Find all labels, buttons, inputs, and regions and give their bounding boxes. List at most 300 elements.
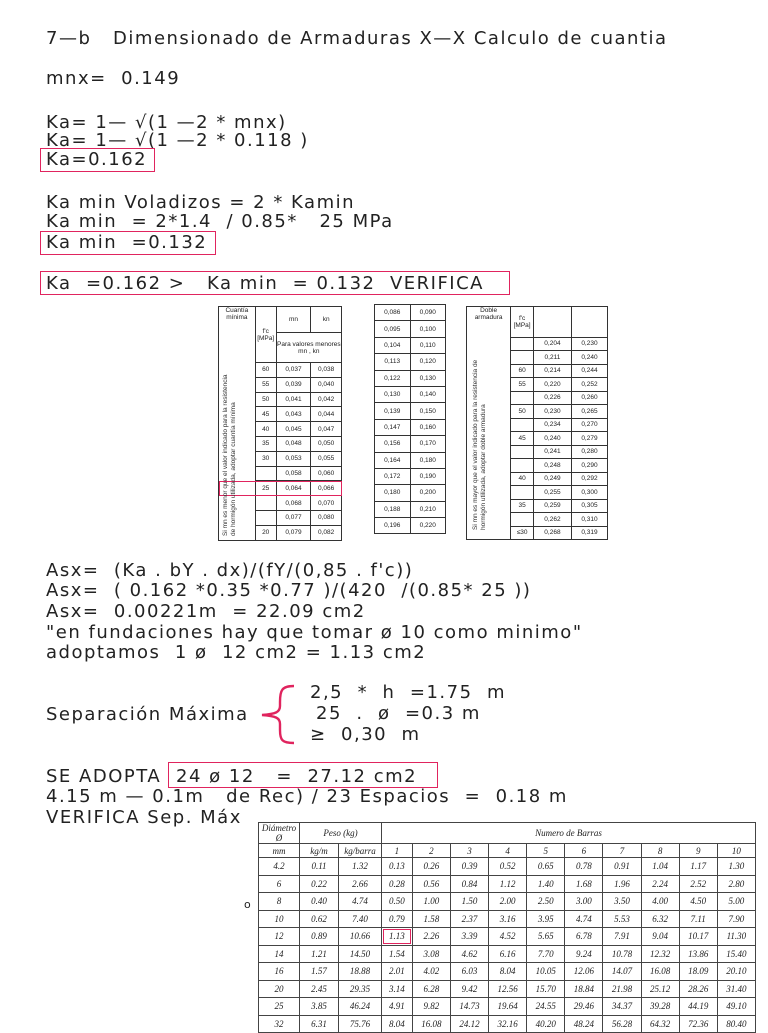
table-cell: 0,204: [533, 337, 571, 351]
table-cell: 6.16: [489, 945, 527, 963]
table-cell: 0,248: [533, 459, 571, 473]
table-cell: 0,164: [375, 452, 411, 468]
table-cell: [511, 513, 534, 527]
table-cell: 0,039: [276, 377, 311, 392]
table-cell: 2.52: [679, 875, 717, 893]
table-doble-armadura: [466, 306, 608, 540]
table-cell: 2.01: [382, 963, 413, 981]
table-row: [375, 452, 446, 468]
column-header: 7: [603, 844, 641, 858]
table-cell: 25.12: [641, 980, 679, 998]
table-cell: 24.55: [527, 998, 565, 1016]
table-cell: 0,110: [410, 337, 446, 353]
table-cell: 0,214: [533, 364, 571, 378]
highlighted-cell: 1.13: [382, 928, 413, 946]
table-mn-kn-middle: [374, 304, 446, 534]
table-cell: 3.16: [489, 910, 527, 928]
table-cell: 11.30: [717, 928, 755, 946]
table-cell: 24.12: [450, 1015, 488, 1033]
table-cell: 48.24: [565, 1015, 603, 1033]
table-cell: 0.11: [300, 858, 339, 876]
ka-substitution-line: Ka= 1— √(1 —2 * 0.118 ): [46, 130, 309, 151]
table-cell: 0,310: [571, 513, 607, 527]
verifica-sep-line: VERIFICA Sep. Máx: [46, 807, 242, 828]
table-cell: 0,150: [410, 403, 446, 419]
table-cell: 0,077: [276, 510, 311, 525]
table-cell: 0,095: [375, 321, 411, 337]
mnx-line: mnx= 0.149: [46, 68, 181, 89]
table-cell: 0,172: [375, 468, 411, 484]
table-cell: 1.57: [300, 963, 339, 981]
table-cell: 7.91: [603, 928, 641, 946]
table-cell: [511, 391, 534, 405]
table-cell: 0,100: [410, 321, 446, 337]
table-cell: 6.31: [300, 1015, 339, 1033]
kgbarra-header: kg/barra: [339, 844, 382, 858]
table-cell: 0,211: [533, 351, 571, 365]
table-cell: [511, 486, 534, 500]
table-cell: 0.28: [382, 875, 413, 893]
table-cell: 64.32: [641, 1015, 679, 1033]
table-cell: 0.65: [527, 858, 565, 876]
se-adopta-highlight: [168, 762, 438, 788]
table-cell: 6.28: [412, 980, 450, 998]
table-cell: 5.00: [717, 893, 755, 911]
table-cell: 6.78: [565, 928, 603, 946]
doble-side-note: Si mn es mayor que el valor indicado para la resistencia de hormigón utilizada, adoptar doble armadura: [472, 359, 487, 530]
table-cell: 40.20: [527, 1015, 565, 1033]
table-cell: 2.50: [527, 893, 565, 911]
column-header: 5: [527, 844, 565, 858]
table-cell: 4.50: [679, 893, 717, 911]
table-cell: 30: [255, 451, 276, 466]
table-cell: 60: [255, 363, 276, 378]
numero-barras-header: Numero de Barras: [382, 823, 756, 844]
table-cell: 0,200: [410, 485, 446, 501]
table-cell: 0,113: [375, 354, 411, 370]
table-cell: 0,270: [571, 418, 607, 432]
table-cell: 0,268: [533, 526, 571, 540]
table-cell: 0,240: [571, 351, 607, 365]
table-cell: 0,188: [375, 501, 411, 517]
table-cell: 1.32: [339, 858, 382, 876]
table-cell: 2.37: [450, 910, 488, 928]
table-cell: 9.42: [450, 980, 488, 998]
table-cell: 12.06: [565, 963, 603, 981]
page-title: 7—b Dimensionado de Armaduras X—X Calculo de cuantia: [46, 28, 668, 49]
table-cell: 0.22: [300, 875, 339, 893]
table-cell: 0.89: [300, 928, 339, 946]
table-cell: 0,104: [375, 337, 411, 353]
para-valores-header: Para valores menores mn , kn: [276, 333, 341, 363]
se-adopta-label: SE ADOPTA: [46, 766, 169, 787]
table-cell: 2.24: [641, 875, 679, 893]
table-row: [259, 945, 756, 963]
table-cell: 20: [255, 525, 276, 540]
table-cell: 2.26: [412, 928, 450, 946]
table-cell: 20.10: [717, 963, 755, 981]
table-cell: 50: [255, 392, 276, 407]
kamin-substitution-line: Ka min = 2*1.4 / 0.85* 25 MPa: [46, 211, 394, 232]
table-cell: 9.04: [641, 928, 679, 946]
table-cell: 0,044: [311, 407, 342, 422]
doble-armadura-header: Doble armadura: [467, 307, 511, 338]
column-header: 8: [641, 844, 679, 858]
table-cell: 55: [255, 377, 276, 392]
table-cell: 1.30: [717, 858, 755, 876]
table-cell: 0,230: [533, 405, 571, 419]
table-cell: 0,047: [311, 422, 342, 437]
kamin-result-highlight: [40, 231, 216, 255]
column-header: 4: [489, 844, 527, 858]
separacion-label: Separación Máxima: [46, 704, 249, 725]
table-cell: 16: [259, 963, 300, 981]
table-cell: 15.70: [527, 980, 565, 998]
table-row: [375, 321, 446, 337]
table-row: [259, 998, 756, 1016]
table-cell: [511, 351, 534, 365]
table-cell: 2.00: [489, 893, 527, 911]
table-cell: 7.11: [679, 910, 717, 928]
table-cell: 4.62: [450, 945, 488, 963]
table-cell: 50: [511, 405, 534, 419]
table-cell: 0,090: [410, 305, 446, 321]
table-cell: 16.08: [641, 963, 679, 981]
table-cell: 34.37: [603, 998, 641, 1016]
table-cell: 0.13: [382, 858, 413, 876]
table-cell: 0.91: [603, 858, 641, 876]
table-cell: 0,252: [571, 378, 607, 392]
table-cell: 0,055: [311, 451, 342, 466]
table-cell: 31.40: [717, 980, 755, 998]
table-row: [259, 980, 756, 998]
table-barras: [258, 822, 756, 1033]
table-cell: 0,120: [410, 354, 446, 370]
table-cell: 0,255: [533, 486, 571, 500]
ka-result: Ka=0.162: [46, 149, 148, 170]
table-cell: 5.53: [603, 910, 641, 928]
table-cell: 4.2: [259, 858, 300, 876]
table-cell: 46.24: [339, 998, 382, 1016]
table-row: [375, 419, 446, 435]
table-cell: 25: [259, 998, 300, 1016]
table-cell: 1.54: [382, 945, 413, 963]
table-cell: 12.56: [489, 980, 527, 998]
ka-result-highlight: [40, 148, 155, 172]
table-row: [259, 963, 756, 981]
table-cell: 0,139: [375, 403, 411, 419]
table-row: [375, 370, 446, 386]
table-cell: 4.00: [641, 893, 679, 911]
table-cell: 0.26: [412, 858, 450, 876]
table-cell: [511, 459, 534, 473]
asx-substitution-line: Asx= ( 0.162 *0.35 *0.77 )/(420 /(0.85* 25 )): [46, 580, 532, 601]
table-row: [375, 305, 446, 321]
table-cell: 0,045: [276, 422, 311, 437]
table-cell: 28.26: [679, 980, 717, 998]
table-cell: 0,066: [311, 481, 342, 496]
table-cell: 8.04: [489, 963, 527, 981]
table-cell: 0,234: [533, 418, 571, 432]
table-cell: 35: [511, 499, 534, 513]
table-cell: 0,160: [410, 419, 446, 435]
table-cell: 20: [259, 980, 300, 998]
separacion-option-2: 25 . ø =0.3 m: [316, 703, 481, 724]
column-header: 1: [382, 844, 413, 858]
table-cell: 80.40: [717, 1015, 755, 1033]
table-cell: 0,082: [311, 525, 342, 540]
table-cell: 40: [511, 472, 534, 486]
table-cell: 0,180: [375, 485, 411, 501]
table-cell: 0,140: [410, 386, 446, 402]
table-cell: 0,230: [571, 337, 607, 351]
table-cell: 0,220: [410, 518, 446, 534]
table-cell: 12: [259, 928, 300, 946]
table-cell: 0,147: [375, 419, 411, 435]
table-cell: 0,040: [311, 377, 342, 392]
kamin-result: Ka min =0.132: [46, 232, 208, 253]
table-cell: 19.64: [489, 998, 527, 1016]
table-cell: 0,053: [276, 451, 311, 466]
table-cell: 0,068: [276, 496, 311, 511]
table-cuantia-minima: [218, 306, 342, 540]
table-cell: 1.21: [300, 945, 339, 963]
table-cell: 1.68: [565, 875, 603, 893]
table-cell: 3.14: [382, 980, 413, 998]
table-cell: 0.39: [450, 858, 488, 876]
table-cell: 3.95: [527, 910, 565, 928]
mm-header: mm: [259, 844, 300, 858]
table-cell: 2.80: [717, 875, 755, 893]
separacion-option-1: 2,5 * h =1.75 m: [310, 682, 507, 703]
table-cell: 0,079: [276, 525, 311, 540]
column-header: 3: [450, 844, 488, 858]
fc-header: f'c [MPa]: [255, 307, 276, 363]
table-cell: 6: [259, 875, 300, 893]
table-cell: 0,122: [375, 370, 411, 386]
table-cell: 0,210: [410, 501, 446, 517]
table-cell: [255, 496, 276, 511]
table-cell: 0.84: [450, 875, 488, 893]
table-cell: 1.58: [412, 910, 450, 928]
table-row: [375, 403, 446, 419]
table-cell: 0,130: [410, 370, 446, 386]
table-cell: 2.45: [300, 980, 339, 998]
table-cell: 0.50: [382, 893, 413, 911]
table-cell: 0,180: [410, 452, 446, 468]
table-cell: 49.10: [717, 998, 755, 1016]
verifica-highlight: [40, 271, 510, 295]
table-cell: 2.66: [339, 875, 382, 893]
table-cell: 0,041: [276, 392, 311, 407]
table-row: [375, 485, 446, 501]
table-cell: 0,048: [276, 436, 311, 451]
cuantia-side-note: Si mn es menor que el valor indicado para la resistencia de hormigón utilizada, adoptar cuantía mínima: [222, 374, 237, 536]
table-cell: 32: [259, 1015, 300, 1033]
table-cell: 0,043: [276, 407, 311, 422]
table-cell: 0,226: [533, 391, 571, 405]
table-cell: 18.84: [565, 980, 603, 998]
table-cell: 13.86: [679, 945, 717, 963]
table-cell: 45: [511, 432, 534, 446]
table-cell: 1.40: [527, 875, 565, 893]
table-cell: 3.08: [412, 945, 450, 963]
fc-header-c: f'c [MPa]: [511, 307, 534, 338]
table-row: [375, 354, 446, 370]
se-adopta-value: 24 ø 12 = 27.12 cm2: [176, 766, 418, 787]
table-row: [259, 858, 756, 876]
table-cell: 0.79: [382, 910, 413, 928]
table-cell: 32.16: [489, 1015, 527, 1033]
column-header: 9: [679, 844, 717, 858]
table-cell: 1.12: [489, 875, 527, 893]
column-header: 6: [565, 844, 603, 858]
table-cell: 14.07: [603, 963, 641, 981]
table-cell: 1.17: [679, 858, 717, 876]
table-cell: 10.78: [603, 945, 641, 963]
table-cell: 9.24: [565, 945, 603, 963]
table-cell: 0,305: [571, 499, 607, 513]
fundaciones-note: "en fundaciones hay que tomar ø 10 como minimo": [46, 622, 583, 643]
peso-header: Peso (kg): [300, 823, 382, 844]
table-cell: 12.32: [641, 945, 679, 963]
table-cell: 7.70: [527, 945, 565, 963]
table-cell: 29.46: [565, 998, 603, 1016]
table-row: [375, 501, 446, 517]
table-cell: [511, 418, 534, 432]
table-row: [375, 468, 446, 484]
table-cell: 0,058: [276, 466, 311, 481]
table-cell: 8.04: [382, 1015, 413, 1033]
table-cell: 1.00: [412, 893, 450, 911]
table-cell: ≤30: [511, 526, 534, 540]
table-row: [375, 436, 446, 452]
table-cell: 3.50: [603, 893, 641, 911]
column-header: 10: [717, 844, 755, 858]
table-cell: 0,241: [533, 445, 571, 459]
table-cell: 10: [259, 910, 300, 928]
table-cell: 60: [511, 364, 534, 378]
table-cell: 0,262: [533, 513, 571, 527]
table-cell: 0,260: [571, 391, 607, 405]
table-cell: 0,249: [533, 472, 571, 486]
table-cell: 0,080: [311, 510, 342, 525]
table-cell: 0,060: [311, 466, 342, 481]
table-cell: 0,170: [410, 436, 446, 452]
table-cell: 21.98: [603, 980, 641, 998]
diametro-header: Diámetro Ø: [259, 823, 300, 844]
table-cell: 5.65: [527, 928, 565, 946]
table-cell: 4.52: [489, 928, 527, 946]
table-cell: 25: [255, 481, 276, 496]
table-cell: 0.56: [412, 875, 450, 893]
table-cell: 0,130: [375, 386, 411, 402]
table-row: [259, 910, 756, 928]
cuantia-header: Cuantía mínima: [219, 307, 256, 363]
table-cell: 7.90: [717, 910, 755, 928]
table-cell: 1.96: [603, 875, 641, 893]
table-row: [375, 386, 446, 402]
ka-formula-line: Ka= 1— √(1 —2 * mnx): [46, 112, 287, 133]
column-header: 2: [412, 844, 450, 858]
table-cell: 18.88: [339, 963, 382, 981]
table-cell: 0,240: [533, 432, 571, 446]
table-row: [375, 337, 446, 353]
table-cell: 10.66: [339, 928, 382, 946]
table-cell: [255, 466, 276, 481]
table-cell: 6.32: [641, 910, 679, 928]
table-cell: 0,042: [311, 392, 342, 407]
table-cell: 14.73: [450, 998, 488, 1016]
table-cell: 35: [255, 436, 276, 451]
table-cell: [511, 337, 534, 351]
table-cell: 40: [255, 422, 276, 437]
table-cell: 0,279: [571, 432, 607, 446]
table-cell: 0,190: [410, 468, 446, 484]
table-cell: 0,064: [276, 481, 311, 496]
table-cell: 0,038: [311, 363, 342, 378]
table-cell: 0.40: [300, 893, 339, 911]
asx-result-line: Asx= 0.00221m = 22.09 cm2: [46, 601, 366, 622]
table-cell: 10.17: [679, 928, 717, 946]
table-cell: 55: [511, 378, 534, 392]
table-cell: 0,244: [571, 364, 607, 378]
table-cell: 14.50: [339, 945, 382, 963]
table-cell: 0,265: [571, 405, 607, 419]
table-cell: 3.00: [565, 893, 603, 911]
table-cell: 0,319: [571, 526, 607, 540]
table-cell: 45: [255, 407, 276, 422]
table-cell: 0,290: [571, 459, 607, 473]
table-cell: 0,156: [375, 436, 411, 452]
table-cell: 4.74: [565, 910, 603, 928]
table-cell: 0,280: [571, 445, 607, 459]
table-row: [375, 518, 446, 534]
table-cell: 6.03: [450, 963, 488, 981]
table-cell: 72.36: [679, 1015, 717, 1033]
table-cell: 0,050: [311, 436, 342, 451]
table-cell: 29.35: [339, 980, 382, 998]
table-cell: 0.78: [565, 858, 603, 876]
table-cell: [255, 510, 276, 525]
table-cell: [511, 445, 534, 459]
table-row: [259, 875, 756, 893]
table-cell: 0,259: [533, 499, 571, 513]
table-cell: 3.39: [450, 928, 488, 946]
table-cell: 0,220: [533, 378, 571, 392]
table-row: [259, 893, 756, 911]
table-cell: 44.19: [679, 998, 717, 1016]
table-cell: 56.28: [603, 1015, 641, 1033]
table-cell: 1.50: [450, 893, 488, 911]
mn-header: mn: [276, 307, 311, 333]
table-cell: 0,086: [375, 305, 411, 321]
table-cell: 18.09: [679, 963, 717, 981]
table-cell: 8: [259, 893, 300, 911]
table-cell: 4.91: [382, 998, 413, 1016]
table-cell: 10.05: [527, 963, 565, 981]
table-cell: 4.02: [412, 963, 450, 981]
kn-header: kn: [311, 307, 342, 333]
asx-formula-line: Asx= (Ka . bY . dx)/(fY/(0,85 . f'c)): [46, 560, 414, 581]
table-cell: 0,196: [375, 518, 411, 534]
separacion-option-3: ≥ 0,30 m: [310, 724, 421, 745]
table-cell: 9.82: [412, 998, 450, 1016]
table-cell: 1.04: [641, 858, 679, 876]
table-cell: 39.28: [641, 998, 679, 1016]
table-cell: 0,300: [571, 486, 607, 500]
table-cell: 7.40: [339, 910, 382, 928]
